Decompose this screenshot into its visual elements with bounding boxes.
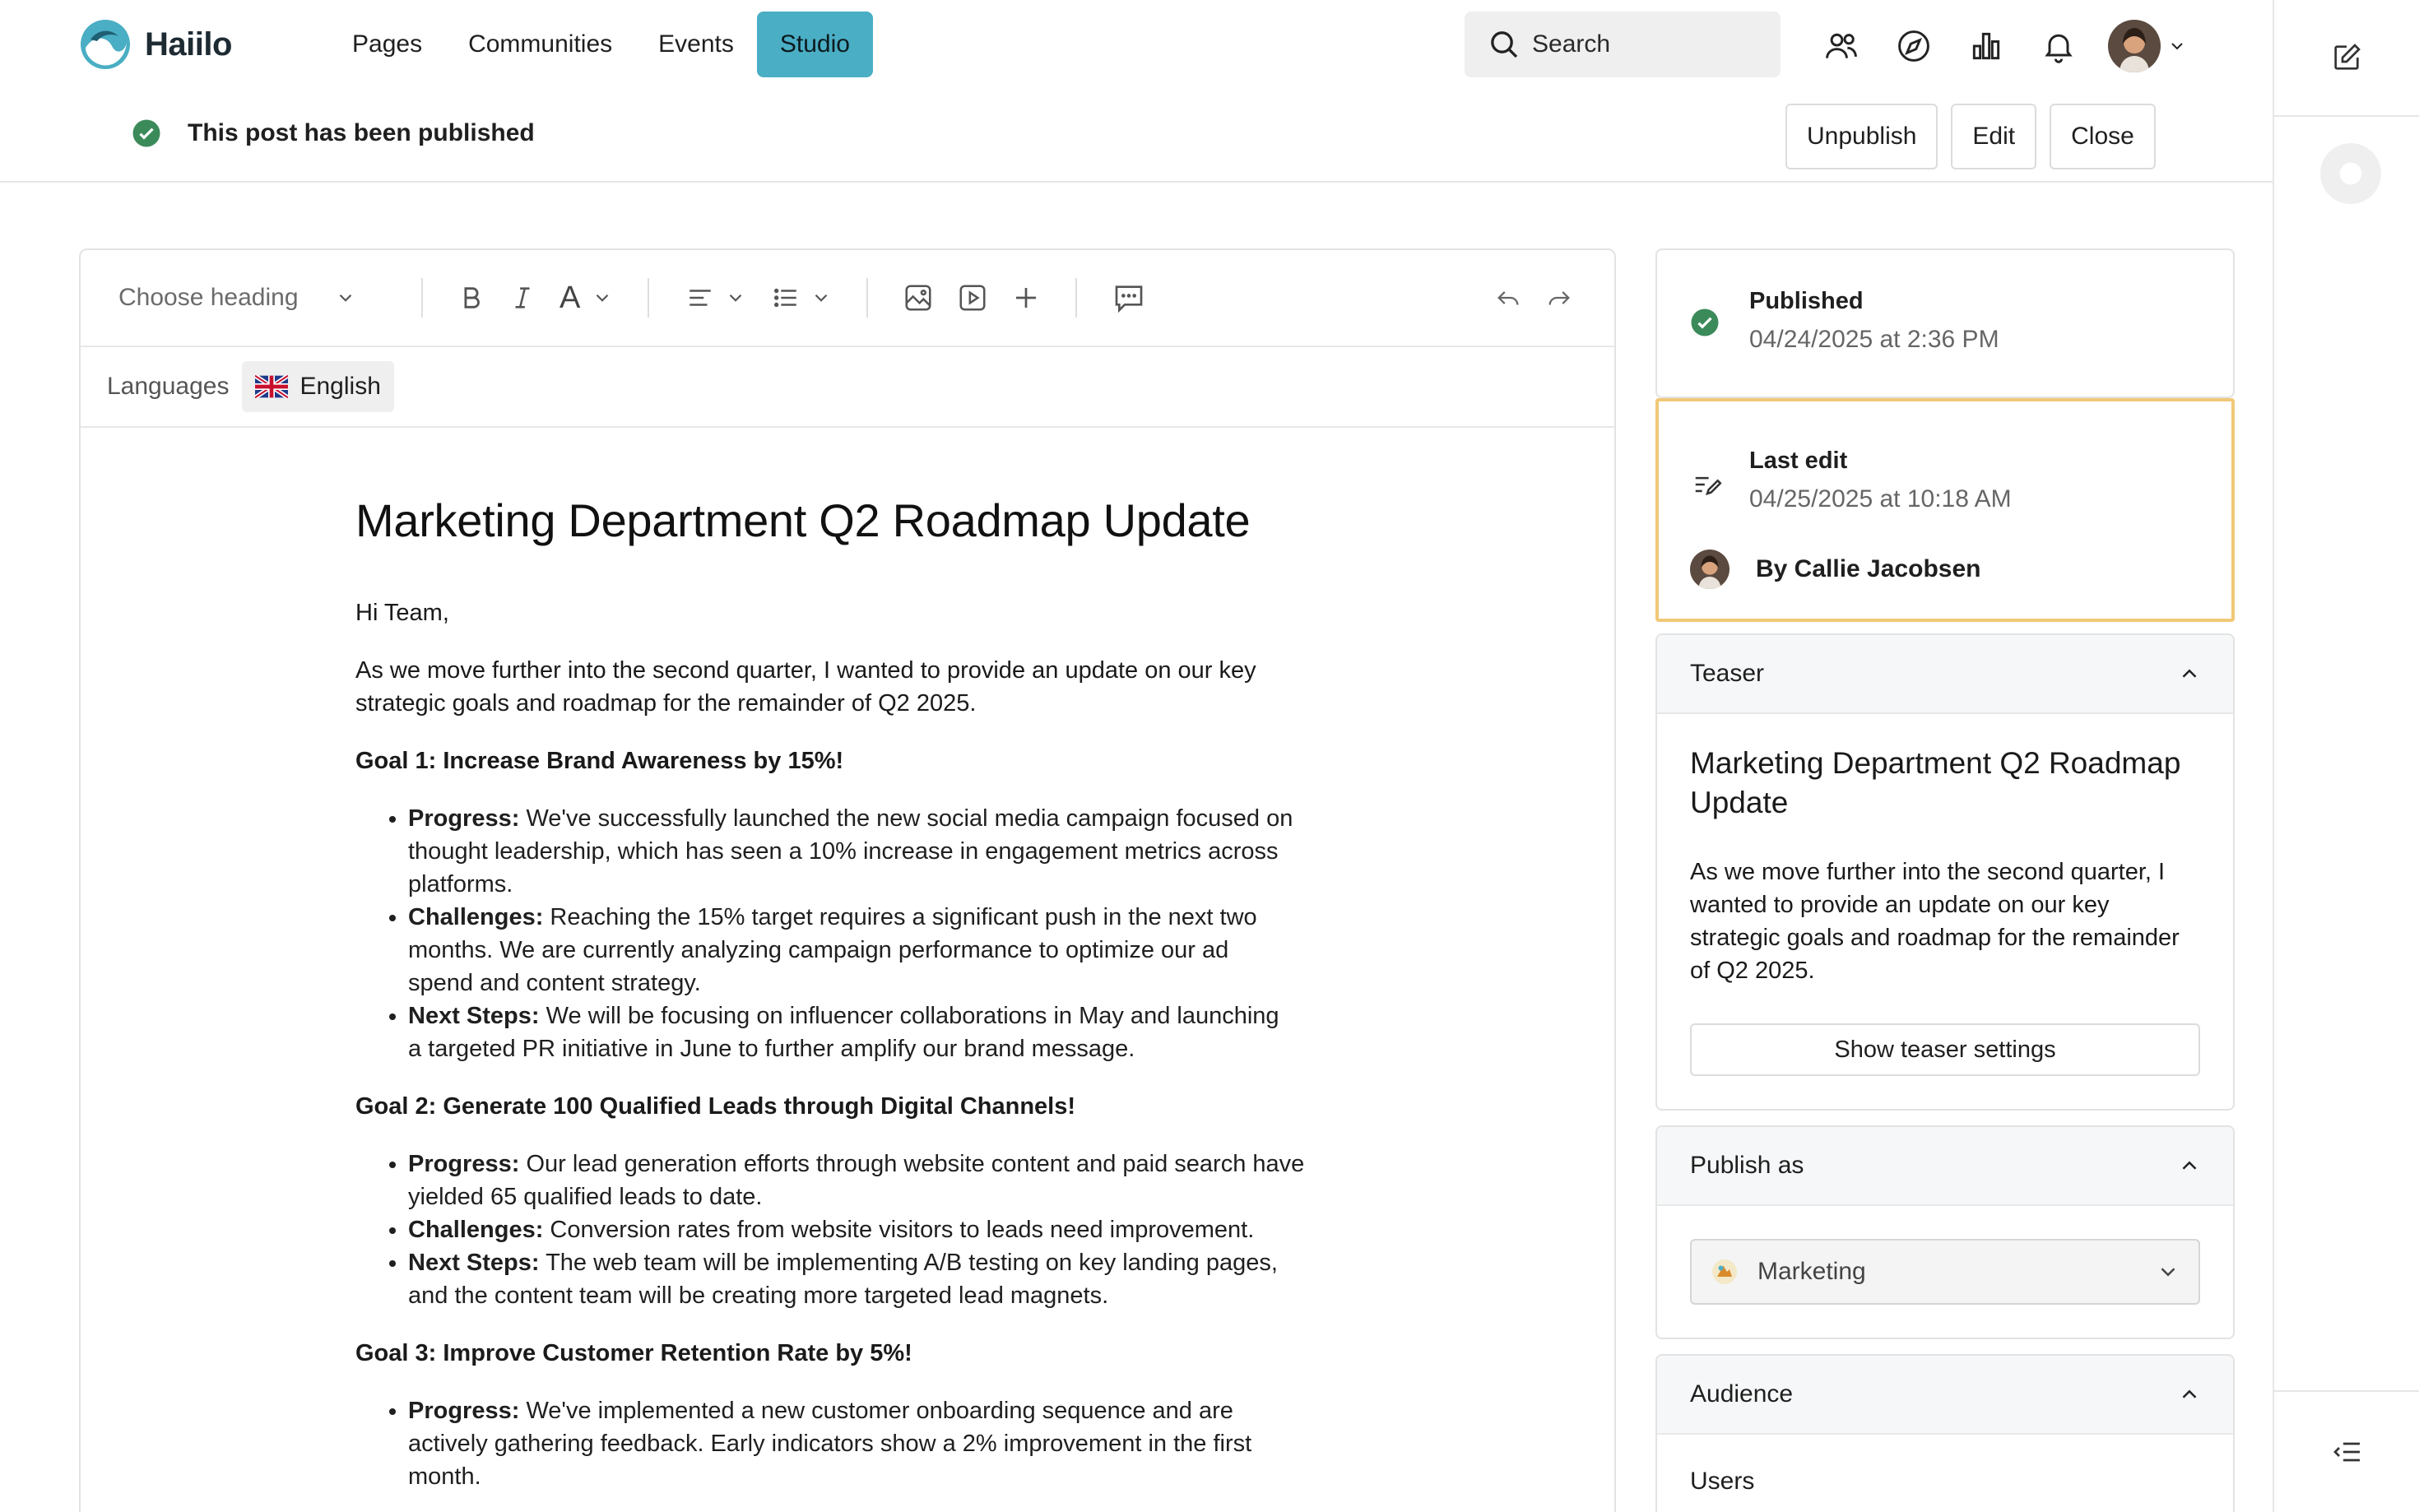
list-item: • Next Steps: The web team will be implementing A/B testing on key landing pages, and the content team will be creating more targeted lead magnets. — [408, 1246, 1310, 1312]
chevron-down-icon — [2156, 1259, 2180, 1284]
nav-studio[interactable]: Studio — [757, 12, 873, 77]
font-style-button[interactable] — [559, 273, 613, 322]
post-sidebar — [1655, 248, 2235, 1512]
image-icon — [903, 282, 934, 313]
teaser-body — [1657, 714, 2233, 1109]
people-icon[interactable] — [1818, 21, 1864, 71]
edit-lines-icon — [1692, 469, 1723, 500]
toolbar-divider — [648, 278, 649, 318]
app-name: Haiilo — [145, 26, 232, 63]
comment-button[interactable] — [1112, 273, 1146, 322]
unpublish-button[interactable]: Unpublish — [1785, 104, 1938, 169]
publish-as-body — [1657, 1206, 2233, 1338]
goal-list — [355, 802, 1293, 1065]
italic-icon — [508, 284, 536, 312]
intro-paragraph: As we move further into the second quarter, I wanted to provide an update on our key strategic goals and roadmap for the remainder of Q2 2025. — [355, 657, 1256, 717]
italic-button[interactable] — [508, 273, 536, 322]
teaser-section-header[interactable] — [1657, 635, 2233, 714]
top-icons — [1818, 20, 2187, 72]
last-edit-date: 04/25/2025 at 10:18 AM — [1749, 485, 2012, 513]
publish-status — [132, 118, 535, 148]
chevron-up-icon — [2177, 1153, 2202, 1178]
nav-pages[interactable]: Pages — [352, 30, 423, 58]
post-title: Marketing Department Q2 Roadmap Update — [355, 494, 1251, 546]
compose-icon[interactable] — [2330, 41, 2363, 74]
chevron-down-icon[interactable] — [2167, 36, 2187, 56]
last-edit-card — [1655, 398, 2235, 622]
heading-select[interactable] — [118, 284, 398, 312]
toolbar-divider — [866, 278, 868, 318]
rail-top — [2274, 0, 2419, 117]
post-content[interactable] — [355, 494, 1425, 1493]
publish-as-value: Marketing — [1757, 1258, 1866, 1285]
chevron-down-icon — [725, 287, 746, 308]
publish-as-section-header[interactable] — [1657, 1127, 2233, 1206]
video-icon — [957, 282, 988, 313]
last-edit-author-name: By Callie Jacobsen — [1756, 555, 1981, 582]
languages-label: Languages — [107, 373, 230, 400]
insert-image-button[interactable] — [903, 273, 934, 322]
audience-section-header[interactable] — [1657, 1356, 2233, 1435]
user-avatar[interactable] — [2108, 20, 2161, 72]
teaser-section-title: Teaser — [1690, 660, 1765, 687]
font-style-label: A — [559, 280, 581, 315]
align-button[interactable] — [684, 273, 746, 322]
teaser-title: Marketing Department Q2 Roadmap Update — [1690, 746, 2181, 819]
plus-icon — [1011, 283, 1041, 313]
search-label: Search — [1532, 30, 1611, 58]
published-title: Published — [1749, 288, 1864, 314]
list-item: • Progress: Our lead generation efforts through website content and paid search have yielded 65 qualified leads to date. — [408, 1148, 1310, 1213]
teaser-text: As we move further into the second quarter, I wanted to provide an update on our key strategic goals and roadmap for the remainder of Q2 2025. — [1690, 859, 2180, 984]
rail-bottom — [2274, 1390, 2419, 1512]
main-nav — [329, 12, 873, 77]
undo-icon — [1494, 284, 1522, 312]
audience-body — [1657, 1435, 2233, 1512]
publish-as-selected — [1710, 1257, 1866, 1287]
show-teaser-settings-button[interactable]: Show teaser settings — [1690, 1023, 2200, 1076]
post-editor — [79, 248, 1616, 1512]
goal-list — [355, 1394, 1310, 1493]
audience-value: Users — [1690, 1468, 1755, 1495]
language-chip-english[interactable] — [242, 361, 393, 412]
check-circle-icon — [1690, 308, 1720, 337]
chevron-down-icon — [335, 287, 356, 308]
edit-button[interactable]: Edit — [1951, 104, 2036, 169]
last-edit-title: Last edit — [1749, 448, 1848, 474]
app-logo[interactable] — [79, 18, 232, 71]
comment-icon — [1112, 281, 1146, 314]
align-left-icon — [684, 284, 717, 312]
avatar — [1690, 550, 1730, 589]
history-controls — [1483, 273, 1585, 322]
close-button[interactable]: Close — [2050, 104, 2156, 169]
editor-toolbar — [81, 250, 1614, 347]
insert-more-button[interactable] — [1011, 273, 1041, 322]
list-item: • Challenges: Reaching the 15% target requires a significant push in the next two months. We are currently analyzing campaign performance to optimize our ad spend and content strategy. — [408, 901, 1293, 999]
insert-video-button[interactable] — [957, 273, 988, 322]
marketing-page-icon — [1710, 1257, 1739, 1287]
language-name: English — [299, 373, 381, 400]
publish-as-select[interactable] — [1690, 1239, 2200, 1305]
goal-heading: Goal 3: Improve Customer Retention Rate by 5%! — [355, 1340, 912, 1366]
publish-status-bar — [0, 89, 2273, 183]
undo-button[interactable] — [1494, 273, 1522, 322]
top-navigation — [0, 0, 2273, 89]
search-icon — [1488, 28, 1521, 61]
publish-as-section-title: Publish as — [1690, 1152, 1804, 1179]
goal-heading: Goal 2: Generate 100 Qualified Leads through Digital Channels! — [355, 1093, 1076, 1120]
check-circle-icon — [132, 118, 161, 148]
list-item: • Progress: We've successfully launched the new social media campaign focused on thought leadership, which has seen a 10% increase in engagement metrics across platforms. — [408, 802, 1293, 901]
nav-events[interactable]: Events — [658, 30, 734, 58]
audience-section-title: Audience — [1690, 1380, 1794, 1408]
list-item: • Challenges: Conversion rates from website visitors to leads need improvement. — [408, 1213, 1310, 1246]
redo-button[interactable] — [1545, 273, 1573, 322]
published-card — [1655, 248, 2235, 398]
publish-as-section — [1655, 1125, 2235, 1339]
chat-icon[interactable] — [2320, 143, 2381, 204]
greeting: Hi Team, — [355, 600, 449, 626]
bold-button[interactable] — [457, 273, 485, 322]
uk-flag-icon — [255, 375, 288, 398]
chevron-up-icon — [2177, 661, 2202, 686]
audience-section — [1655, 1354, 2235, 1512]
collapse-menu-icon[interactable] — [2331, 1435, 2364, 1468]
list-item: • Progress: We've implemented a new customer onboarding sequence and are actively gathering feedback. Early indicators show a 2% improvement in the first month. — [408, 1394, 1310, 1493]
bold-icon — [457, 284, 485, 312]
chevron-down-icon — [592, 287, 613, 308]
teaser-section — [1655, 633, 2235, 1111]
list-button[interactable] — [769, 273, 832, 322]
nav-communities[interactable]: Communities — [468, 30, 613, 58]
redo-icon — [1545, 284, 1573, 312]
haiilo-logo-icon — [79, 18, 132, 71]
heading-select-label: Choose heading — [118, 284, 299, 311]
language-bar — [81, 347, 1614, 428]
published-date: 04/24/2025 at 2:36 PM — [1749, 326, 1999, 353]
bell-icon[interactable] — [2036, 21, 2082, 71]
publish-actions — [1785, 104, 2169, 169]
toolbar-divider — [421, 278, 423, 318]
publish-status-text: This post has been published — [188, 119, 535, 146]
bullet-list-icon — [769, 284, 802, 312]
list-item: • Next Steps: We will be focusing on influencer collaborations in May and launching a targeted PR initiative in June to further amplify our brand message. — [408, 999, 1293, 1065]
last-edit-author — [1690, 550, 1980, 589]
goal-list — [355, 1148, 1310, 1312]
compass-icon[interactable] — [1891, 21, 1937, 71]
chevron-up-icon — [2177, 1382, 2202, 1407]
chevron-down-icon — [810, 287, 832, 308]
search-input[interactable] — [1465, 12, 1781, 77]
goal-heading: Goal 1: Increase Brand Awareness by 15%! — [355, 748, 844, 774]
right-rail — [2273, 0, 2419, 1512]
toolbar-divider — [1075, 278, 1077, 318]
analytics-icon[interactable] — [1963, 21, 2009, 71]
